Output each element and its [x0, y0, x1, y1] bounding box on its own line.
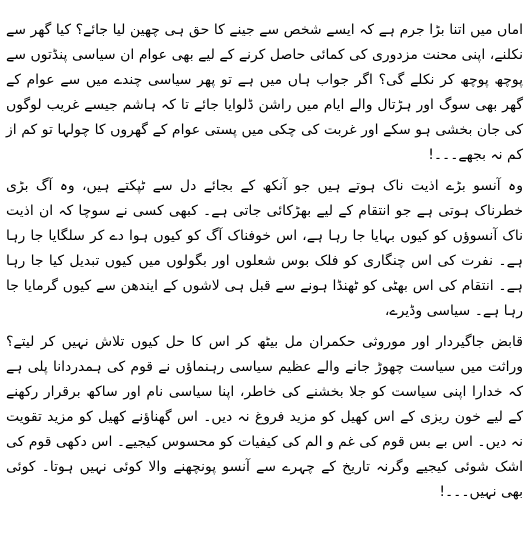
paragraph-1: اماں میں اتنا بڑا جرم ہے کہ ایسے شخص سے جینے کا حق ہی چھین لیا جائے؟ کیا گھر سے نکلنے، اپنی محنت مزدوری کی کمائی حاصل کرنے کے لیے بھی عوام ان سیاسی پنڈتوں سے پوچھ پوچھ کر نکلے گی؟ اگر جواب ہاں میں ہے تو پھر سیاسی چندے میں سے عوام کے گھر بھی سوگ اور ہڑتال والے ایام میں راشن ڈلوایا جائے تا کہ ہاشم جیسے غریب لوگوں کی جان بخشی ہو سکے اور غربت کی چکی میں پستی عوام کے گھروں کا چولہا تو کم از کم نہ بجھے۔۔۔!: [6, 22, 523, 163]
article-body: [6, 18, 523, 505]
paragraph-3: قابض جاگیردار اور موروثی حکمران مل بیٹھ کر اس کا حل کیوں تلاش نہیں کر لیتے؟ وراثت میں سیاست چھوڑ جانے والے عظیم سیاسی رہنماؤں نے قوم کی ہمدردانا پلی ہے کہ خدارا اپنی سیاست کو جلا بخشنے کی خاطر، اپنا سیاسی نام اور ساکھ برقرار رکھنے کے لیے خون ریزی کے اس کھیل کو مزید فروغ نہ دیں۔ اس گھناؤنے کھیل کو مزید تقویت نہ دیں۔ اس بے بس قوم کی غم و الم کی کیفیات کو محسوس کیجیے۔ اس دکھی قوم کی اشک شوئی کیجیے وگرنہ تاریخ کے چہرے سے آنسو پونچھنے والا کوئی نہیں ہوتا۔ کوئی بھی نہیں۔۔۔!: [6, 334, 523, 500]
paragraph-2: وہ آنسو بڑے اذیت ناک ہوتے ہیں جو آنکھ کے بجائے دل سے ٹپکتے ہیں، وہ آگ بڑی خطرناک ہوتی ہے جو انتقام کے لیے بھڑکائی جاتی ہے۔ کبھی کسی نے سوچا کہ ان اذیت ناک آنسوؤں کو کیوں بہایا جا رہا ہے، اس خوفناک آگ کو کیوں ہوا دے کر سلگایا جا رہا ہے۔ نفرت کی اس چنگاری کو فلک بوس شعلوں اور بگولوں میں کیوں تبدیل کیا جا رہا ہے۔ انتقام کی اس بھٹی کو ٹھنڈا ہونے سے قبل ہی لاشوں کے ایندھن سے کیوں گرمایا جا رہا ہے۔ سیاسی وڈیرے،: [6, 178, 523, 319]
